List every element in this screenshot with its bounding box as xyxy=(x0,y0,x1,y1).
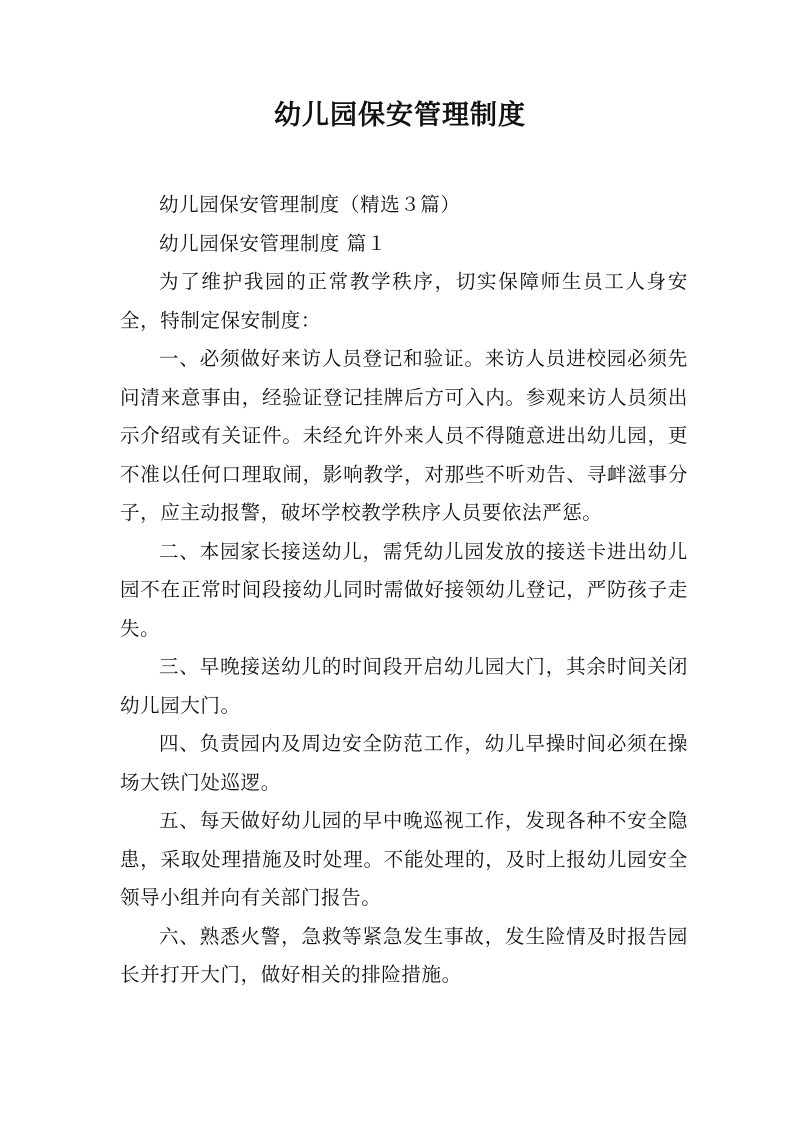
rule-paragraph-5: 五、每天做好幼儿园的早中晚巡视工作，发现各种不安全隐患，采取处理措施及时处理。不能处理的，及时上报幼儿园安全领导小组并向有关部门报告。 xyxy=(120,809,688,909)
rule-paragraph-6: 六、熟悉火警，急救等紧急发生事故，发生险情及时报告园长并打开大门，做好相关的排险措施。 xyxy=(120,924,688,986)
subtitle-paragraph: 幼儿园保安管理制度（精选３篇） xyxy=(159,193,461,216)
section-heading-paragraph: 幼儿园保安管理制度 篇１ xyxy=(159,231,387,255)
document-title: 幼儿园保安管理制度 xyxy=(274,100,526,131)
intro-paragraph: 为了维护我园的正常教学秩序，切实保障师生员工人身安全，特制定保安制度： xyxy=(120,270,688,332)
rule-paragraph-3: 三、早晚接送幼儿的时间段开启幼儿园大门，其余时间关闭幼儿园大门。 xyxy=(120,655,688,717)
rule-paragraph-1: 一、必须做好来访人员登记和验证。来访人员进校园必须先问清来意事由，经验证登记挂牌后方可入内。参观来访人员须出示介绍或有关证件。未经允许外来人员不得随意进出幼儿园，更不准以任何口理取闹，影响教学，对那些不听劝告、寻衅滋事分子，应主动报警，破坏学校教学秩序人员要依法严惩。 xyxy=(120,347,688,524)
rule-paragraph-2: 二、本园家长接送幼儿，需凭幼儿园发放的接送卡进出幼儿园不在正常时间段接幼儿同时需做好接领幼儿登记，严防孩子走失。 xyxy=(120,539,688,640)
rule-paragraph-4: 四、负责园内及周边安全防范工作，幼儿早操时间必须在操场大铁门处巡逻。 xyxy=(120,732,688,794)
document-body xyxy=(120,186,688,995)
